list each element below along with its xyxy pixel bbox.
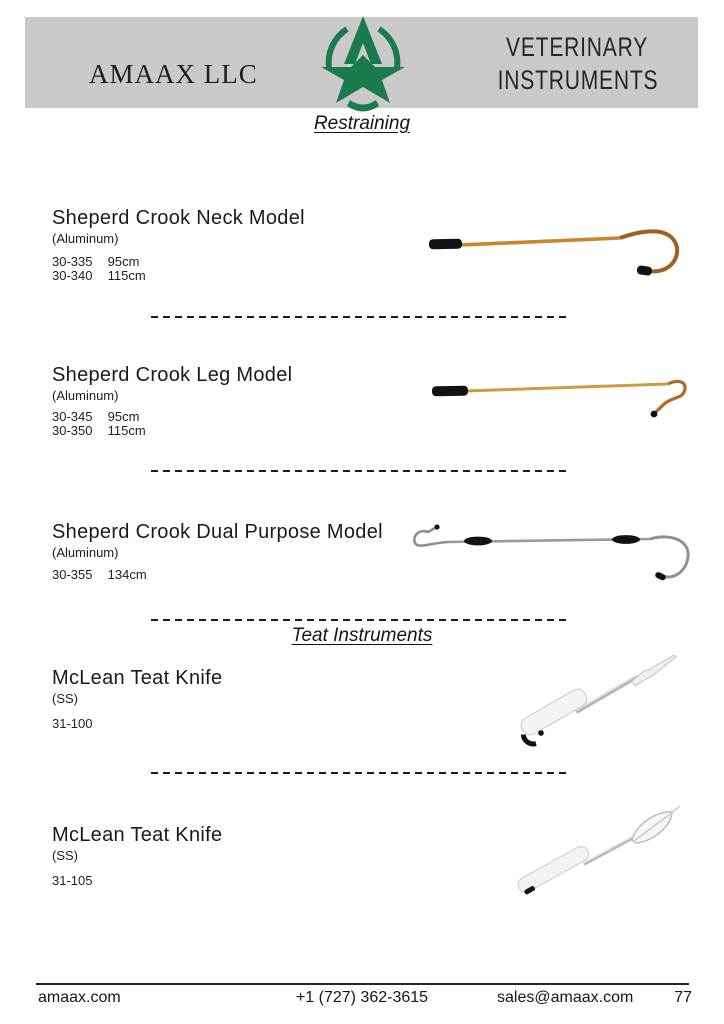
product-size: 115cm xyxy=(107,423,146,438)
product-code: 31-100 xyxy=(52,716,93,731)
product-spec-row xyxy=(52,567,147,582)
section-heading-restraining: Restraining xyxy=(313,113,411,134)
footer-email: sales@amaax.com xyxy=(497,989,634,1006)
section-heading-teat-instruments: Teat Instruments xyxy=(291,625,433,646)
product-spec-row xyxy=(52,423,146,438)
product-size: 115cm xyxy=(107,268,146,283)
product-title: McLean Teat Knife xyxy=(52,824,223,846)
product-image-shepherd-crook-neck xyxy=(415,215,705,300)
page-title-line1: VETERINARY xyxy=(506,32,649,62)
product-size: 95cm xyxy=(107,254,140,269)
product-material: (Aluminum) xyxy=(52,388,119,403)
footer-rule xyxy=(36,983,689,985)
product-image-shepherd-crook-dual-purpose xyxy=(400,500,700,610)
separator-dashed xyxy=(151,470,567,472)
product-spec-row xyxy=(52,409,139,424)
product-material: (SS) xyxy=(52,691,78,706)
product-image-mclean-teat-knife-blade xyxy=(510,792,710,902)
product-spec-row xyxy=(52,254,139,269)
product-spec-row xyxy=(52,268,146,283)
product-code: 30-345 xyxy=(52,409,93,424)
page-title xyxy=(455,31,700,97)
separator-dashed xyxy=(151,619,567,621)
page-title-line2: INSTRUMENTS xyxy=(497,65,658,95)
brand-name: AMAAX LLC xyxy=(89,59,258,89)
product-code: 31-105 xyxy=(52,873,93,888)
footer-page-number: 77 xyxy=(674,989,692,1006)
separator-dashed xyxy=(151,772,567,774)
product-image-shepherd-crook-leg xyxy=(415,358,705,438)
footer-website: amaax.com xyxy=(38,989,121,1006)
product-title: Sheperd Crook Dual Purpose Model xyxy=(52,521,383,543)
product-material: (Aluminum) xyxy=(52,545,119,560)
product-title: McLean Teat Knife xyxy=(52,667,223,689)
product-code: 30-340 xyxy=(52,268,93,283)
product-size: 95cm xyxy=(107,409,140,424)
product-material: (SS) xyxy=(52,848,78,863)
product-code: 30-355 xyxy=(52,567,93,582)
product-size: 134cm xyxy=(107,567,147,582)
footer-phone: +1 (727) 362-3615 xyxy=(295,989,429,1006)
product-code: 30-350 xyxy=(52,423,93,438)
product-image-mclean-teat-knife-probe xyxy=(510,645,700,755)
separator-dashed xyxy=(151,316,567,318)
product-title: Sheperd Crook Leg Model xyxy=(52,364,293,386)
product-spec-row xyxy=(52,873,104,888)
product-spec-row xyxy=(52,716,104,731)
product-code: 30-335 xyxy=(52,254,93,269)
product-material: (Aluminum) xyxy=(52,231,119,246)
product-title: Sheperd Crook Neck Model xyxy=(52,207,305,229)
amaax-logo-icon xyxy=(318,16,408,116)
